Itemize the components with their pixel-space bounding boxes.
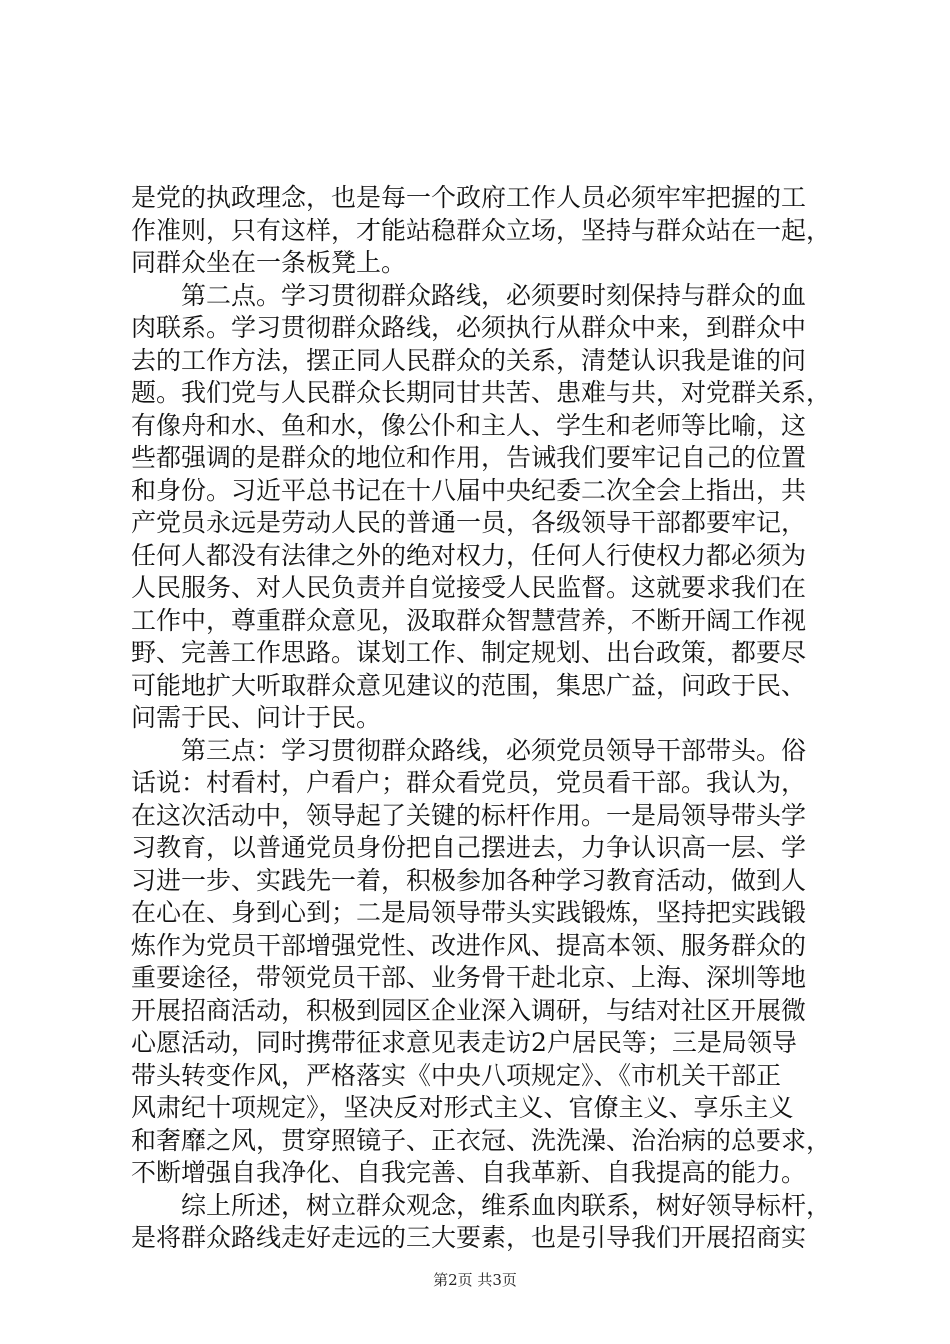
paragraph-start-line: 综上所述，树立群众观念，维系血肉联系，树好领导标杆，: [181, 1190, 832, 1220]
text-line: 去的工作方法，摆正同人民群众的关系，清楚认识我是谁的问: [131, 345, 807, 375]
document-body: [131, 182, 831, 1255]
text-line: 重要途径，带领党员干部、业务骨干赴北京、上海、深圳等地: [131, 963, 807, 992]
text-line: 有像舟和水、鱼和水，像公仆和主人、学生和老师等比喻，这: [131, 410, 807, 440]
text-line: 风肃纪十项规定》，坚决反对形式主义、官僚主义、享乐主义: [131, 1093, 794, 1122]
text-line: 习教育，以普通党员身份把自己摆进去，力争认识高一层、学: [131, 833, 807, 862]
text-line: 开展招商活动，积极到园区企业深入调研，与结对社区开展微: [131, 995, 807, 1025]
text-line: 心愿活动，同时携带征求意见表走访2户居民等；三是局领导: [131, 1028, 797, 1057]
text-line: 不断增强自我净化、自我完善、自我革新、自我提高的能力。: [131, 1158, 807, 1187]
page-number-footer: 第2页 共3页: [433, 1271, 517, 1289]
text-line: 习进一步、实践先一着，积极参加各种学习教育活动，做到人: [131, 865, 807, 895]
text-line: 是将群众路线走好走远的三大要素，也是引导我们开展招商实: [131, 1223, 807, 1252]
text-line: 人民服务、对人民负责并自觉接受人民监督。这就要求我们在: [131, 573, 807, 602]
text-line: 和奢靡之风，贯穿照镜子、正衣冠、洗洗澡、治治病的总要求，: [131, 1125, 832, 1155]
text-line: 话说：村看村，户看户；群众看党员，党员看干部。我认为，: [131, 768, 807, 797]
text-line: 在心在、身到心到；二是局领导带头实践锻炼，坚持把实践锻: [131, 898, 807, 927]
text-line: 工作中，尊重群众意见，汲取群众智慧营养，不断开阔工作视: [131, 605, 807, 635]
text-line: 野、完善工作思路。谋划工作、制定规划、出台政策，都要尽: [131, 638, 807, 667]
text-line: 作准则，只有这样，才能站稳群众立场，坚持与群众站在一起，: [131, 215, 832, 245]
text-line: 和身份。习近平总书记在十八届中央纪委二次全会上指出，共: [131, 475, 807, 505]
text-line: 可能地扩大听取群众意见建议的范围，集思广益，问政于民、: [131, 670, 807, 700]
text-line: 在这次活动中，领导起了关键的标杆作用。一是局领导带头学: [131, 800, 807, 830]
paragraph-start-line: 第三点：学习贯彻群众路线，必须党员领导干部带头。俗: [181, 735, 807, 765]
text-line: 产党员永远是劳动人民的普通一员，各级领导干部都要牢记，: [131, 508, 807, 537]
text-line: 题。我们党与人民群众长期同甘共苦、患难与共，对党群关系，: [131, 378, 832, 407]
text-line: 肉联系。学习贯彻群众路线，必须执行从群众中来，到群众中: [131, 313, 807, 342]
text-line: 是党的执政理念，也是每一个政府工作人员必须牢牢把握的工: [131, 183, 807, 212]
text-line: 带头转变作风，严格落实《中央八项规定》、《市机关干部正: [131, 1060, 782, 1090]
text-line: 些都强调的是群众的地位和作用，告诫我们要牢记自己的位置: [131, 443, 807, 472]
paragraph-start-line: 第二点。学习贯彻群众路线，必须要时刻保持与群众的血: [181, 280, 807, 310]
text-line: 炼作为党员干部增强党性、改进作风、提高本领、服务群众的: [131, 930, 807, 960]
text-line: 问需于民、问计于民。: [131, 703, 382, 732]
text-line: 任何人都没有法律之外的绝对权力，任何人行使权力都必须为: [131, 540, 807, 570]
text-line: 同群众坐在一条板凳上。: [131, 248, 407, 277]
